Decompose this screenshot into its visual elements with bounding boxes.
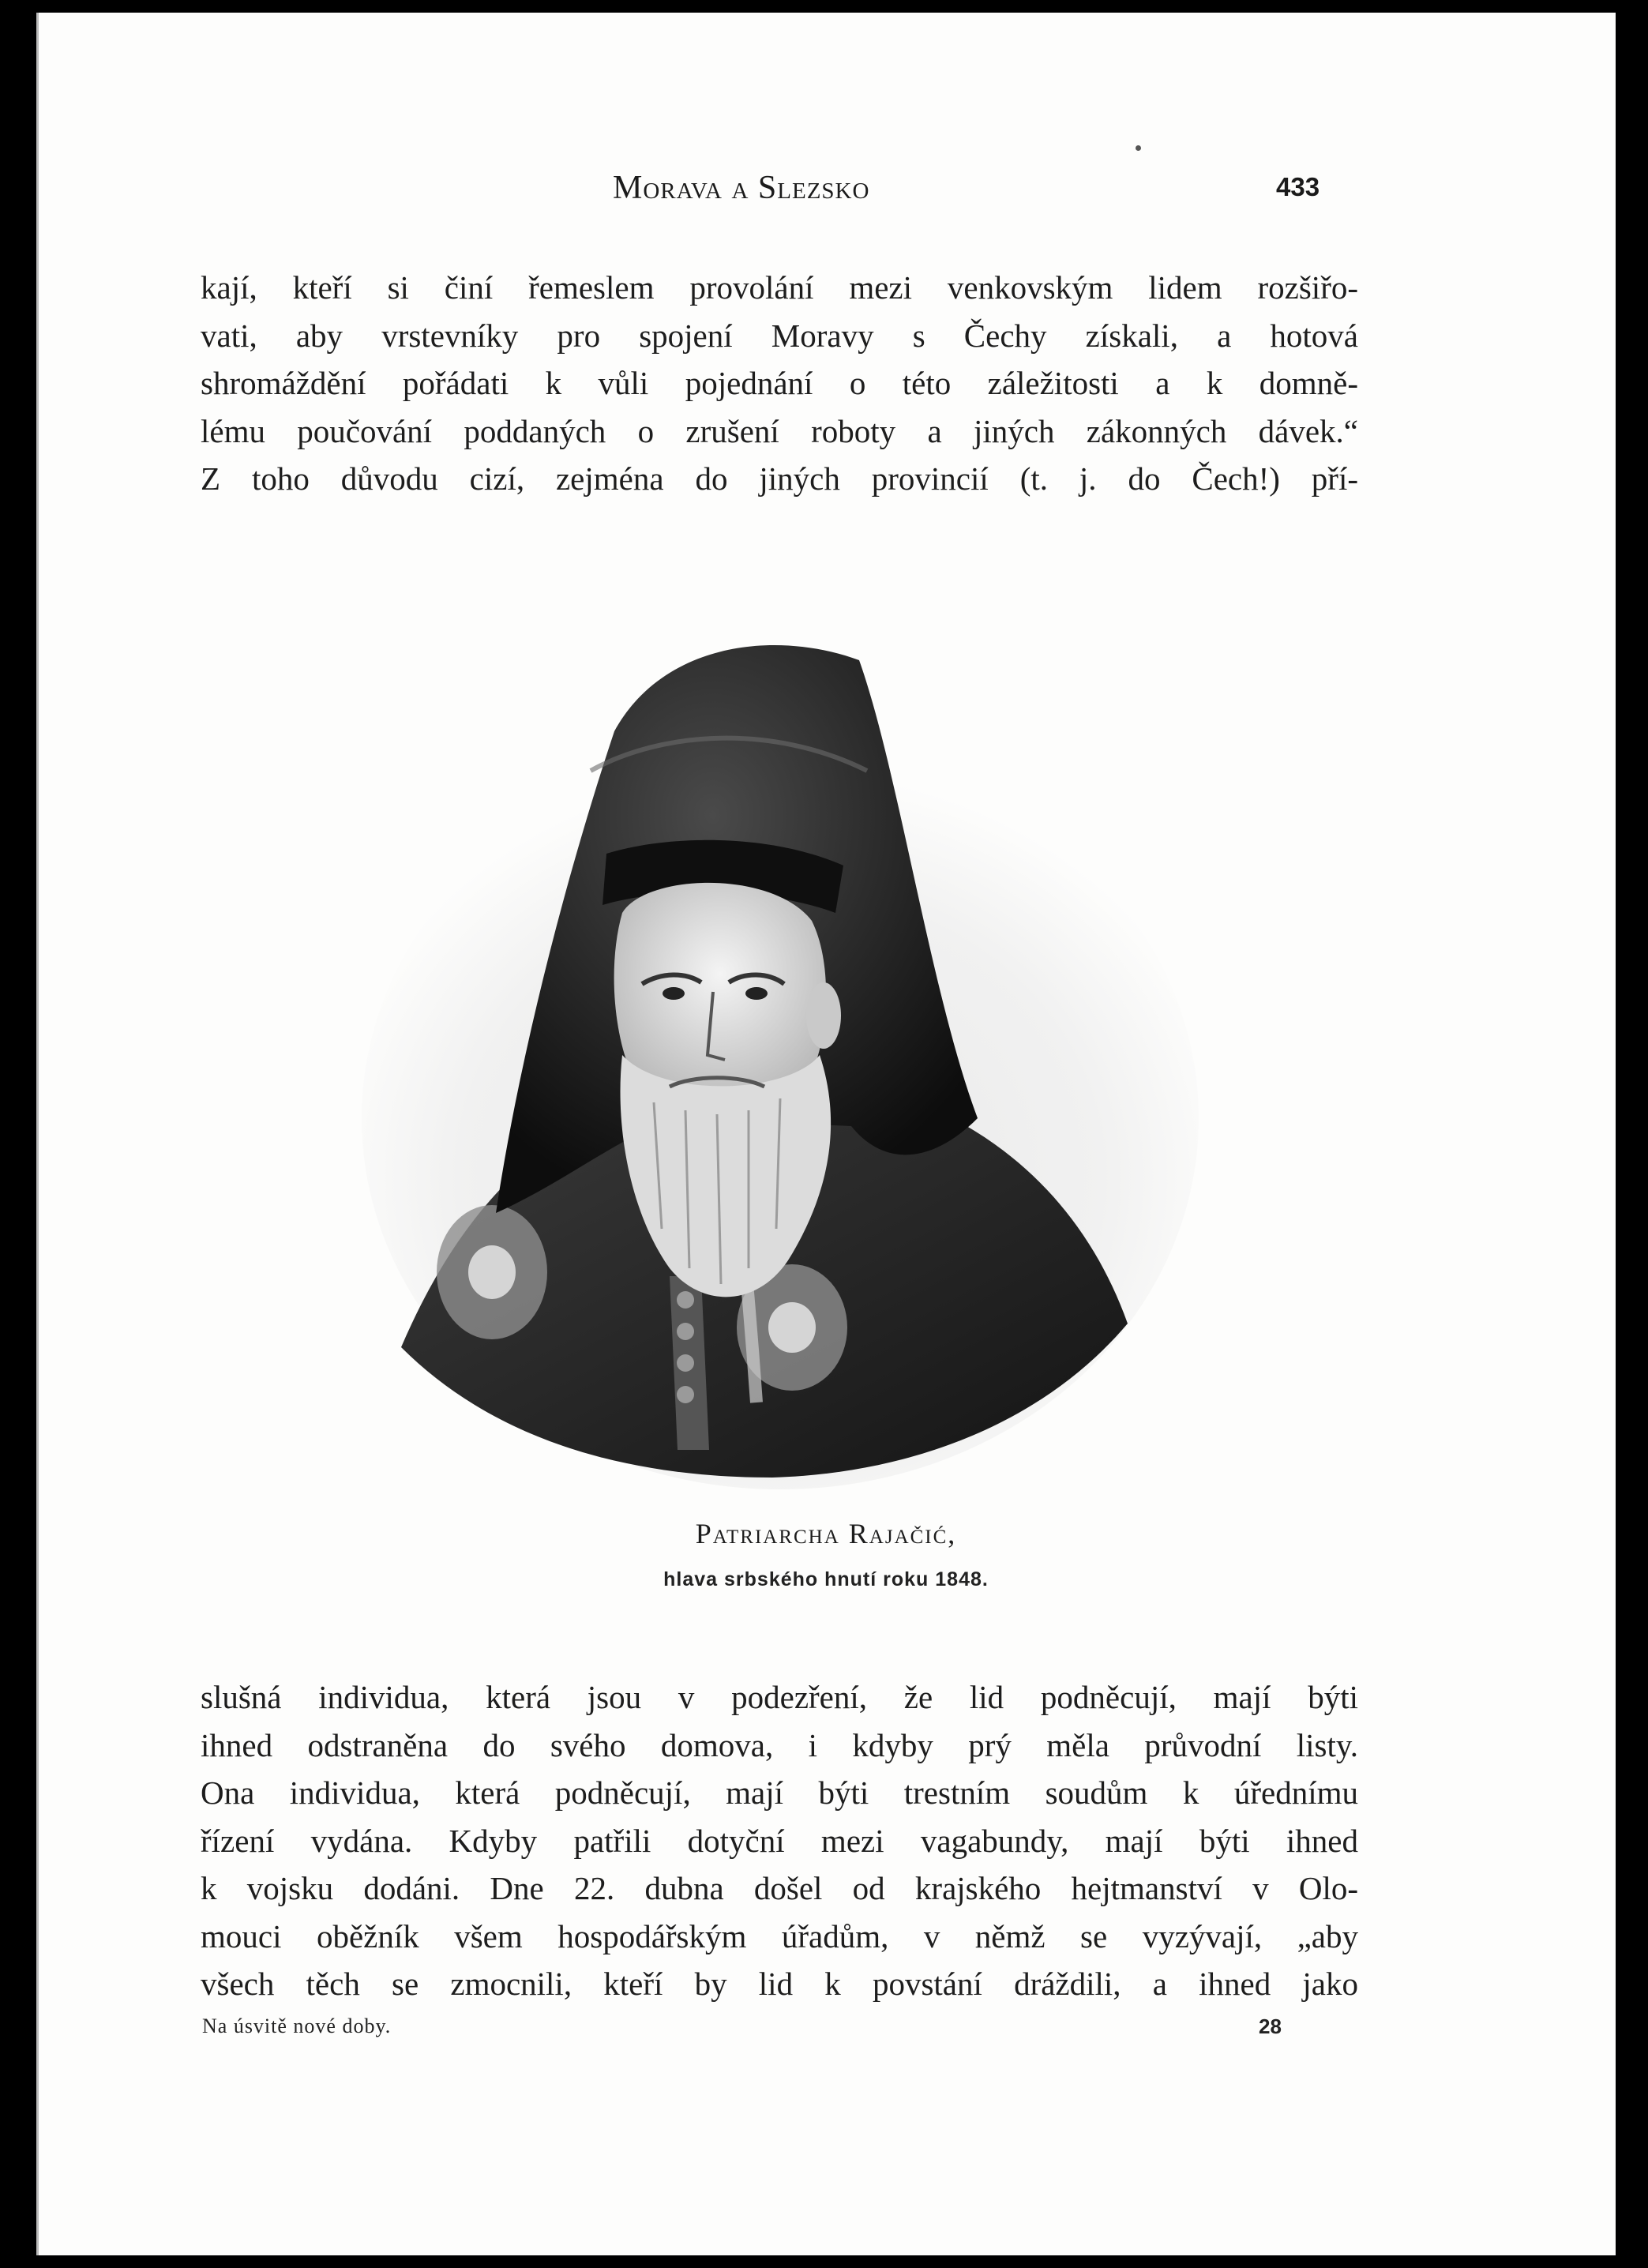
page-header xyxy=(36,169,1616,216)
text-line: slušná individua, která jsou v podezření, že lid podněcují, mají býti xyxy=(201,1679,1358,1715)
text-line: mouci oběžník všem hospodářským úřadům, v němž se vyzývají, „aby xyxy=(201,1917,1358,1954)
text-line: vati, aby vrstevníky pro spojení Moravy s Čechy získali, a hotová xyxy=(201,317,1358,354)
caption-subtitle: hlava srbského hnutí roku 1848. xyxy=(663,1568,989,1590)
caption-title: Patriarcha Rajačić, xyxy=(695,1518,957,1549)
text-line: Ona individua, která podněcují, mají býti trestním soudům k úřednímu xyxy=(201,1774,1358,1811)
text-line: kají, kteří si činí řemeslem provolání mezi venkovským lidem rozšiřo- xyxy=(201,269,1358,306)
print-speck xyxy=(1136,145,1141,151)
page-edge xyxy=(36,13,39,2255)
footer-book-note: Na úsvitě nové doby. xyxy=(202,2015,392,2037)
portrait-engraving-icon xyxy=(330,613,1230,1497)
book-page xyxy=(36,13,1616,2255)
text-line: k vojsku dodáni. Dne 22. dubna došel od krajského hejtmanství v Olo- xyxy=(201,1870,1358,1906)
footer-signature-mark: 28 xyxy=(1259,2015,1282,2038)
top-paragraph xyxy=(201,264,1358,503)
text-line: lému poučování poddaných o zrušení roboty a jiných zákonných dávek.“ xyxy=(201,412,1358,449)
running-title: Morava a Slezsko xyxy=(613,170,870,206)
text-line: všech těch se zmocnili, kteří by lid k povstání dráždili, a ihned jako xyxy=(201,1966,1358,2002)
text-line: shromáždění pořádati k vůli pojednání o této záležitosti a k domně- xyxy=(201,365,1358,401)
text-line: řízení vydána. Kdyby patřili dotyční mezi vagabundy, mají býti ihned xyxy=(201,1822,1358,1859)
page-number: 433 xyxy=(1276,172,1320,201)
text-line: Z toho důvodu cizí, zejména do jiných provincií (t. j. do Čech!) pří- xyxy=(201,460,1358,497)
bottom-paragraph xyxy=(201,1673,1358,2008)
text-line: ihned odstraněna do svého domova, i kdyby prý měla průvodní listy. xyxy=(201,1726,1358,1763)
